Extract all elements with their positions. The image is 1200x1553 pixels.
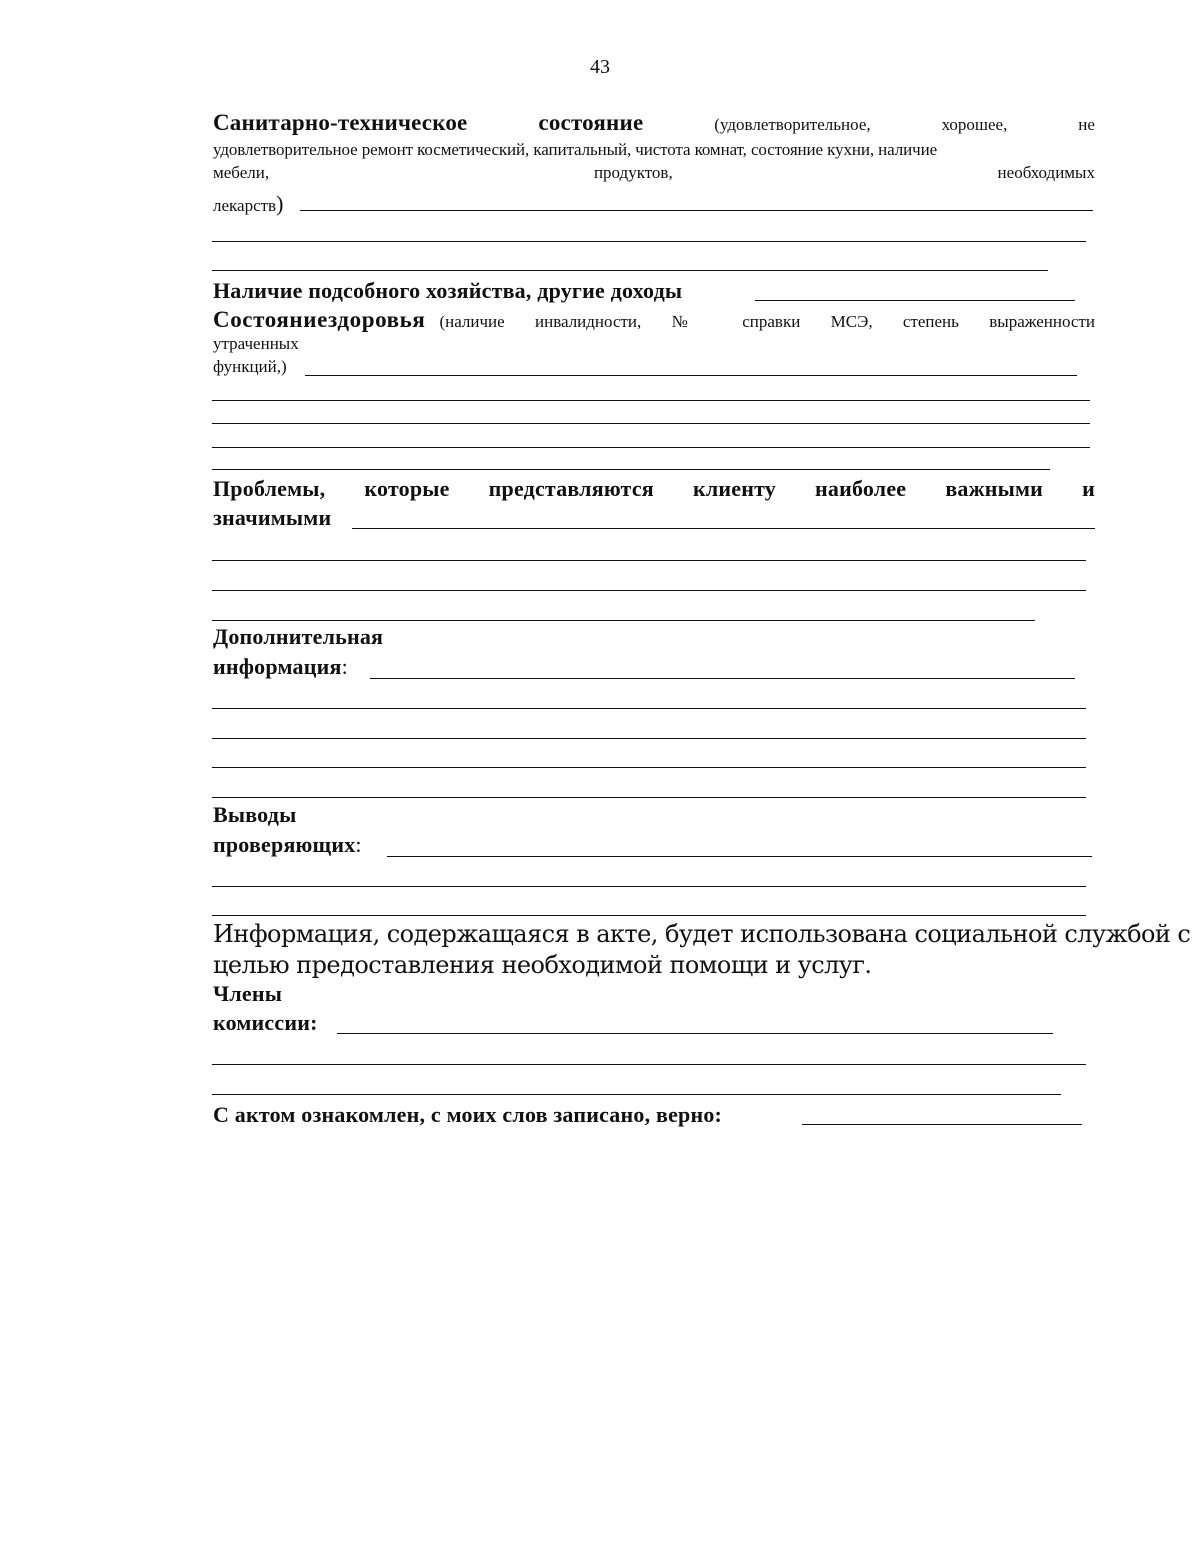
sanitary-fill-line-1[interactable] bbox=[300, 210, 1093, 211]
sanitary-paren-part1: (удовлетворительное, bbox=[714, 115, 871, 134]
health-paren: (наличие инвалидности, № справки МСЭ, степень выраженности bbox=[439, 312, 1095, 331]
commission-fill-line-2[interactable] bbox=[212, 1064, 1086, 1065]
commission-line2: комиссии: bbox=[213, 1010, 318, 1035]
additional-line2: информация bbox=[213, 654, 342, 679]
health-fill-line-3[interactable] bbox=[212, 423, 1090, 424]
conclusions-line1: Выводы bbox=[213, 802, 297, 827]
problems-word-5: наиболее bbox=[815, 476, 907, 501]
additional-line1: Дополнительная bbox=[213, 624, 384, 649]
problems-line2: значимыми bbox=[213, 505, 332, 530]
problems-word-7: и bbox=[1082, 476, 1095, 501]
sanitary-fill-line-2[interactable] bbox=[212, 241, 1086, 242]
additional-fill-line-2[interactable] bbox=[212, 708, 1086, 709]
sanitary-paren-part3: не bbox=[1078, 115, 1095, 134]
health-title-row bbox=[213, 307, 1095, 333]
additional-fill-line-3[interactable] bbox=[212, 738, 1086, 739]
additional-colon: : bbox=[341, 654, 348, 679]
acknowledge-label: С актом ознакомлен, с моих слов записано, верно: bbox=[213, 1102, 723, 1127]
sanitary-line3-b: продуктов, bbox=[593, 163, 673, 182]
additional-line2-wrap bbox=[213, 654, 348, 680]
problems-word-2: которые bbox=[364, 476, 450, 501]
health-fill-line-2[interactable] bbox=[212, 400, 1090, 401]
page-number: 43 bbox=[590, 56, 610, 78]
problems-word-4: клиенту bbox=[692, 476, 776, 501]
commission-fill-line-3[interactable] bbox=[212, 1094, 1061, 1095]
sanitary-fill-line-3[interactable] bbox=[212, 270, 1048, 271]
problems-fill-line-3[interactable] bbox=[212, 590, 1086, 591]
sanitary-line3-c: необходимых bbox=[997, 163, 1095, 182]
health-fill-line-5[interactable] bbox=[212, 469, 1050, 470]
problems-word-6: важными bbox=[945, 476, 1044, 501]
problems-title-row bbox=[213, 476, 1095, 502]
sanitary-paren-part2: хорошее, bbox=[941, 115, 1008, 134]
problems-word-3: представляются bbox=[488, 476, 654, 501]
problems-fill-line-1[interactable] bbox=[352, 528, 1095, 529]
sanitary-line4-paren: ) bbox=[276, 191, 284, 216]
sanitary-title-part2: состояние bbox=[538, 110, 644, 135]
additional-fill-line-1[interactable] bbox=[370, 678, 1075, 679]
conclusions-fill-line-3[interactable] bbox=[212, 915, 1086, 916]
problems-fill-line-2[interactable] bbox=[212, 560, 1086, 561]
additional-fill-line-5[interactable] bbox=[212, 797, 1086, 798]
info-line2: целью предоставления необходимой помощи и услуг. bbox=[213, 951, 872, 979]
household-label: Наличие подсобного хозяйства, другие доходы bbox=[213, 278, 683, 303]
conclusions-line2: проверяющих bbox=[213, 832, 356, 857]
health-fill-line-4[interactable] bbox=[212, 447, 1090, 448]
problems-word-1: Проблемы, bbox=[213, 476, 326, 501]
health-line2: утраченных bbox=[213, 334, 299, 353]
health-fill-line-1[interactable] bbox=[305, 375, 1077, 376]
health-title2: здоровья bbox=[327, 307, 426, 332]
conclusions-fill-line-2[interactable] bbox=[212, 886, 1086, 887]
household-fill-line[interactable] bbox=[755, 300, 1075, 301]
problems-fill-line-4[interactable] bbox=[212, 620, 1035, 621]
sanitary-line4 bbox=[213, 191, 283, 217]
commission-fill-line-1[interactable] bbox=[337, 1033, 1053, 1034]
conclusions-colon: : bbox=[355, 832, 362, 857]
health-line3: функций,) bbox=[213, 357, 287, 376]
commission-line1: Члены bbox=[213, 981, 283, 1006]
info-line1: Информация, содержащаяся в акте, будет использована социальной службой с bbox=[213, 920, 1191, 948]
additional-fill-line-4[interactable] bbox=[212, 767, 1086, 768]
health-title: Состояние bbox=[213, 307, 328, 332]
conclusions-line2-wrap bbox=[213, 832, 362, 858]
conclusions-fill-line-1[interactable] bbox=[387, 856, 1092, 857]
sanitary-line3 bbox=[213, 163, 1095, 183]
acknowledge-fill-line[interactable] bbox=[802, 1124, 1082, 1125]
sanitary-title-part1: Санитарно-техническое bbox=[213, 110, 468, 135]
sanitary-title-row bbox=[213, 110, 1095, 136]
sanitary-line2: удовлетворительное ремонт косметический, капитальный, чистота комнат, состояние кухни, наличие bbox=[213, 140, 938, 159]
sanitary-line3-a: мебели, bbox=[213, 163, 270, 182]
sanitary-line4-text: лекарств bbox=[213, 196, 277, 215]
